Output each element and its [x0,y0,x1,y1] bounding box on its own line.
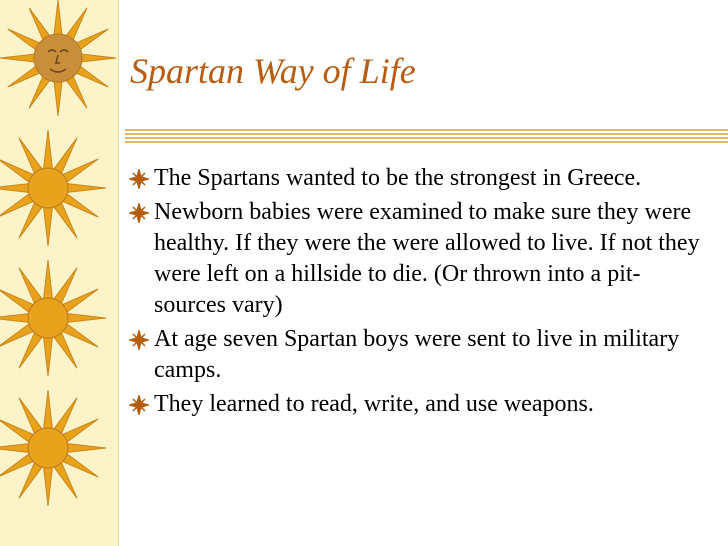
sun-face-icon [0,0,116,116]
bullet-item [127,389,717,420]
bullet-text: At age seven Spartan boys were sent to live in military camps. [154,326,680,383]
bullet-item [127,324,717,386]
bullet-item [127,197,717,321]
star-burst-icon [129,203,149,223]
star-burst-icon [129,330,149,350]
bullet-list [127,163,717,423]
bullet-text: Newborn babies were examined to make sure they were healthy. If they were the were allowed to live. If not they were left on a hillside to die. (Or thrown into a pit- sources vary) [154,199,700,318]
star-burst-icon [129,169,149,189]
sun-decoration [0,0,118,546]
sun-icon [0,130,106,246]
title-underline-rule [125,127,728,147]
sun-icon [0,260,106,376]
bullet-text: The Spartans wanted to be the strongest in Greece. [154,165,642,191]
sun-icon [0,390,106,506]
bullet-text: They learned to read, write, and use weapons. [154,391,594,417]
sun-sidebar [0,0,119,546]
bullet-item [127,163,717,194]
star-burst-icon [129,395,149,415]
slide-title: Spartan Way of Life [130,51,416,91]
